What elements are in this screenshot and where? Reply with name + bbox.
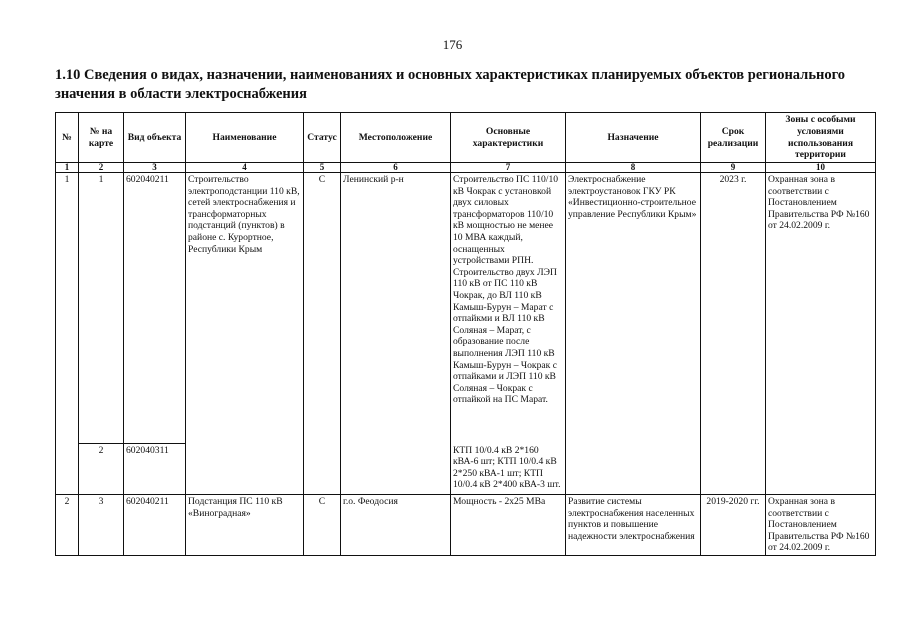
header-map-number: № на карте <box>79 113 124 163</box>
object-type: 602040211 <box>124 173 186 444</box>
object-name: Строительство электроподстанции 110 кВ, сетей электроснабжения и трансформаторных подстанций (пунктов) в районе с. Курортное, Республики Крым <box>186 173 304 495</box>
object-purpose: Электроснабжение электроустановок ГКУ РК «Инвестиционно-строительное управление Республики Крым» <box>566 173 701 495</box>
header-characteristics: Основные характеристики <box>451 113 566 163</box>
object-zones: Охранная зона в соответствии с Постановлением Правительства РФ №160 от 24.02.2009 г. <box>766 495 876 556</box>
table-row <box>56 495 876 556</box>
page-number: 176 <box>442 37 463 52</box>
object-characteristics: КТП 10/0.4 кВ 2*160 кВА-6 шт; КТП 10/0.4 кВ 2*250 кВА-1 шт; КТП 10/0.4 кВ 2*400 кВА-3 шт. <box>451 444 566 495</box>
section-title: 1.10 Сведения о видах, назначении, наименованиях и основных характеристиках планируемых объектов регионального значения в области электроснабжения <box>55 67 846 102</box>
column-number: 4 <box>186 163 304 173</box>
column-number: 7 <box>451 163 566 173</box>
header-object-type: Вид объекта <box>124 113 186 163</box>
object-status: С <box>304 173 341 495</box>
column-number: 9 <box>701 163 766 173</box>
object-type: 602040311 <box>124 444 186 495</box>
header-location: Местоположение <box>341 113 451 163</box>
table-row <box>56 173 876 444</box>
row-number: 1 <box>56 173 79 495</box>
header-number: № <box>56 113 79 163</box>
object-term: 2023 г. <box>701 173 766 495</box>
object-characteristics: Строительство ПС 110/10 кВ Чокрак с установкой двух силовых трансформаторов 110/10 кВ мощностью не менее 10 МВА каждый, оснащенных устройствами РПН. Строительство двух ЛЭП 110 кВ от ПС 110 кВ Чокрак, до ВЛ 110 кВ Камыш-Бурун – Марат с отпайкми и ВЛ 110 кВ Соляная – Марат, с образование после выполнения ЛЭП 110 кВ Камыш-Бурун – Чокрак с отпайками и ЛЭП 110 кВ Соляная – Чокрак с отпайкой на ПС Марат. <box>451 173 566 444</box>
table-header-row <box>56 113 876 163</box>
object-purpose: Развитие системы электроснабжения населенных пунктов и повышение надежности электроснабжения <box>566 495 701 556</box>
header-term: Срок реализации <box>701 113 766 163</box>
object-type: 602040211 <box>124 495 186 556</box>
object-name: Подстанция ПС 110 кВ «Виноградная» <box>186 495 304 556</box>
object-zones: Охранная зона в соответствии с Постановлением Правительства РФ №160 от 24.02.2009 г. <box>766 173 876 495</box>
column-number: 5 <box>304 163 341 173</box>
header-zones: Зоны с особыми условиями использования территории <box>766 113 876 163</box>
object-location: г.о. Феодосия <box>341 495 451 556</box>
column-number: 2 <box>79 163 124 173</box>
map-number: 1 <box>79 173 124 444</box>
column-number: 8 <box>566 163 701 173</box>
header-status: Статус <box>304 113 341 163</box>
object-status: С <box>304 495 341 556</box>
column-number: 10 <box>766 163 876 173</box>
row-number: 2 <box>56 495 79 556</box>
object-term: 2019-2020 гг. <box>701 495 766 556</box>
map-number: 2 <box>79 444 124 495</box>
map-number: 3 <box>79 495 124 556</box>
column-number-row <box>56 163 876 173</box>
column-number: 3 <box>124 163 186 173</box>
column-number: 6 <box>341 163 451 173</box>
header-purpose: Назначение <box>566 113 701 163</box>
column-number: 1 <box>56 163 79 173</box>
object-characteristics: Мощность - 2х25 МВа <box>451 495 566 556</box>
object-location: Ленинский р-н <box>341 173 451 495</box>
planned-objects-table <box>55 112 876 556</box>
header-name: Наименование <box>186 113 304 163</box>
